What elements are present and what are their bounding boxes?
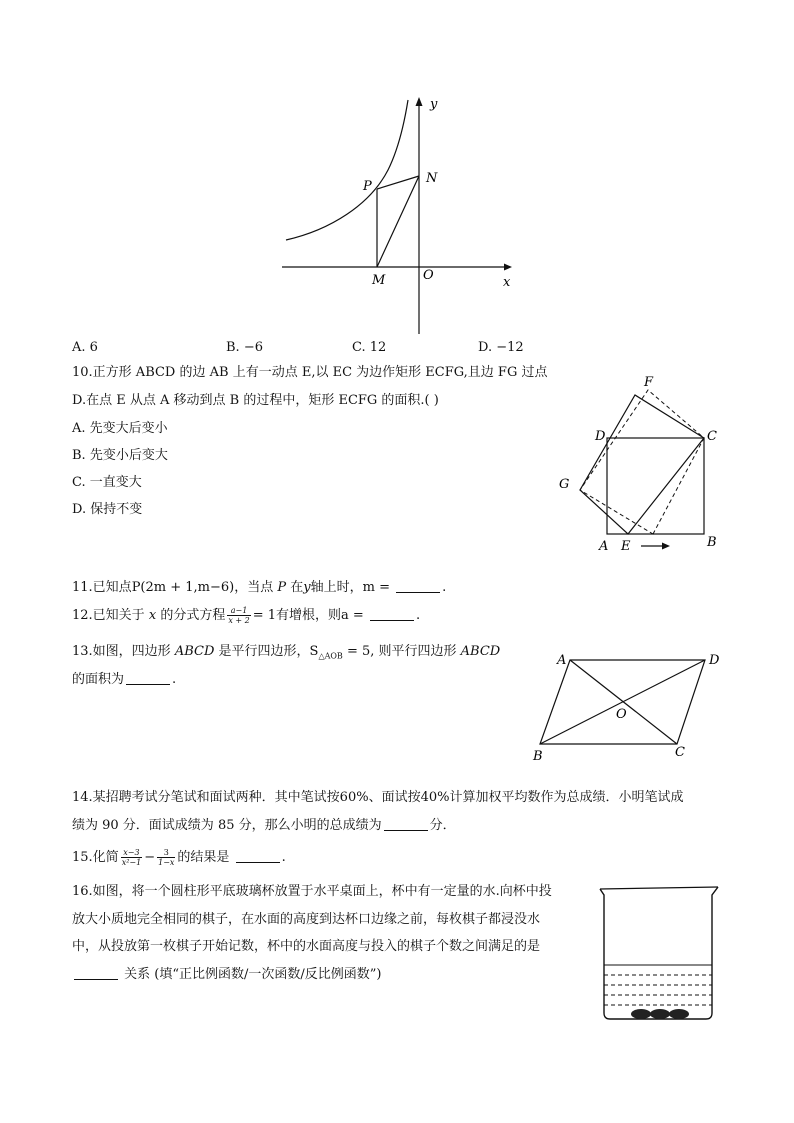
q13-eq: = 5, 则平行四边形 <box>346 644 457 659</box>
chess-piece-3 <box>669 1009 689 1019</box>
q15-f2-num: 3 <box>157 848 175 858</box>
q15-f1-num: x−3 <box>121 848 143 858</box>
q10-option-d: D. 保持不变 <box>72 502 143 517</box>
q11-point: P(2m + 1,m−6) <box>131 580 235 595</box>
q12-middle: 的分式方程 <box>160 608 226 623</box>
q16-answer-blank <box>74 967 118 980</box>
q11-on: 在 <box>290 580 304 595</box>
square-abcd <box>607 438 704 534</box>
label-b: B <box>533 749 543 763</box>
chess-piece-2 <box>650 1009 670 1019</box>
q9-graph <box>270 90 530 340</box>
q15-suffix: 的结果是 <box>177 850 230 865</box>
q10-option-b: B. 先变小后变大 <box>72 448 168 463</box>
q12-fraction <box>227 606 250 625</box>
label-x: x <box>503 275 511 290</box>
label-b: B <box>707 535 717 550</box>
q12-x: x <box>148 608 157 623</box>
rectangle-ecfg <box>580 395 704 534</box>
q16-line-4 <box>72 966 381 984</box>
q11-line: 11.已知点P(2m + 1,m−6)，当点 P 在y轴上时，m = . <box>72 580 447 595</box>
label-n: N <box>426 171 438 186</box>
q13-figure <box>530 648 730 763</box>
label-g: G <box>559 477 570 492</box>
q9-choice-d: D. −12 <box>478 340 524 355</box>
label-f: F <box>644 375 654 390</box>
q14-line-2 <box>72 817 456 835</box>
q13-name-1: ABCD <box>174 644 215 659</box>
q16-figure <box>592 883 732 1028</box>
q10-line-2: D.在点 E 从点 A 移动到点 B 的过程中，矩形 ECFG 的面积.( ) <box>72 393 439 408</box>
label-o: O <box>423 268 434 283</box>
q11-y: y <box>303 580 311 595</box>
q15-answer-blank <box>236 850 280 863</box>
q9-choice-b: B. −6 <box>226 340 263 355</box>
label-d: D <box>709 653 720 668</box>
q14-answer-blank <box>384 818 428 831</box>
label-o: O <box>616 707 627 722</box>
q14-line-2-prefix: 绩为 90 分．面试成绩为 85 分，那么小明的总成绩为 <box>72 818 382 833</box>
q11-answer-blank <box>396 580 440 593</box>
q11-suffix: 轴上时，m = <box>310 580 391 595</box>
q9-choice-a: A. 6 <box>72 340 98 355</box>
y-axis-arrow <box>416 97 423 106</box>
hyperbola-curve <box>286 100 408 240</box>
q16-line-1: 16.如图，将一个圆柱形平底玻璃杯放置于水平桌面上，杯中有一定量的水.向杯中投 <box>72 884 552 899</box>
q10-figure <box>555 370 735 555</box>
q15-fraction-2 <box>157 848 175 867</box>
q13-sub: △AOB <box>318 651 343 661</box>
q11-p: P <box>277 580 287 595</box>
q13-area: 的面积为 <box>72 672 125 687</box>
label-e: E <box>621 539 631 554</box>
label-c: C <box>675 745 685 760</box>
q12-prefix: 12.已知关于 <box>72 608 145 623</box>
q13-line-1 <box>72 643 500 666</box>
q15-f2-den: 1−x <box>158 858 175 867</box>
q15-minus: − <box>144 850 156 865</box>
q12-frac-num: a−1 <box>227 606 250 616</box>
label-p: P <box>363 179 372 194</box>
chess-piece-1 <box>631 1009 651 1019</box>
q16-line-4-text: 关系 (填“正比例函数/一次函数/反比例函数”) <box>124 967 382 982</box>
label-c: C <box>707 429 717 444</box>
q15-line: 15.化简 $\frac{x-3}{\text{x²−1}}$ − $\frac{3}{1-x}$ 的结果是 . <box>72 848 286 867</box>
glass-rim <box>600 887 718 889</box>
q15-f1-den: x²−1 <box>121 858 142 867</box>
q9-choice-c: C. 12 <box>352 340 387 355</box>
q13-middle: 是平行四边形，S <box>218 644 319 659</box>
q12-frac-den: x + 2 <box>228 616 250 625</box>
q11-prefix: 11.已知点 <box>72 580 132 595</box>
glass-outline <box>600 887 718 1019</box>
segment-mn <box>377 176 419 267</box>
q13-line-2: 的面积为 . <box>72 672 177 687</box>
q10-option-a: A. 先变大后变小 <box>72 421 168 436</box>
q10-option-c: C. 一直变大 <box>72 475 142 490</box>
q15-fraction-1 <box>121 848 143 867</box>
move-arrow-head <box>662 543 670 550</box>
q14-line-2-suffix: 分． <box>429 818 456 833</box>
q16-line-3: 中，从投放第一枚棋子开始记数，杯中的水面高度与投入的棋子个数之间满足的是 <box>72 939 541 954</box>
q15-prefix: 15.化简 <box>72 850 119 865</box>
q14-line-1: 14.某招聘考试分笔试和面试两种．其中笔试按60%、面试按40%计算加权平均数作为总成绩．小明笔试成 <box>72 790 684 805</box>
q13-name-2: ABCD <box>460 644 501 659</box>
label-d: D <box>595 429 606 444</box>
q13-answer-blank <box>126 672 170 685</box>
label-a: A <box>599 539 609 554</box>
label-y: y <box>430 97 438 112</box>
q12-answer-blank <box>370 608 414 621</box>
q13-prefix: 13.如图，四边形 <box>72 644 171 659</box>
x-axis-arrow <box>504 264 512 271</box>
q11-middle: ，当点 <box>234 580 274 595</box>
q16-line-2: 放大小质地完全相同的棋子，在水面的高度到达杯口边缘之前，每枚棋子都浸没水 <box>72 912 541 927</box>
label-m: M <box>372 273 386 288</box>
q12-eq: = 1有增根，则a = <box>252 608 364 623</box>
label-a: A <box>557 653 567 668</box>
q10-line-1: 10.正方形 ABCD 的边 AB 上有一动点 E,以 EC 为边作矩形 ECFG,且边 FG 过点 <box>72 365 548 380</box>
diagonal-bd <box>540 660 705 744</box>
q12-line: 12.已知关于 x 的分式方程 $\frac{a-1}{x + 2}$ = 1有增根，则a = . <box>72 606 421 625</box>
